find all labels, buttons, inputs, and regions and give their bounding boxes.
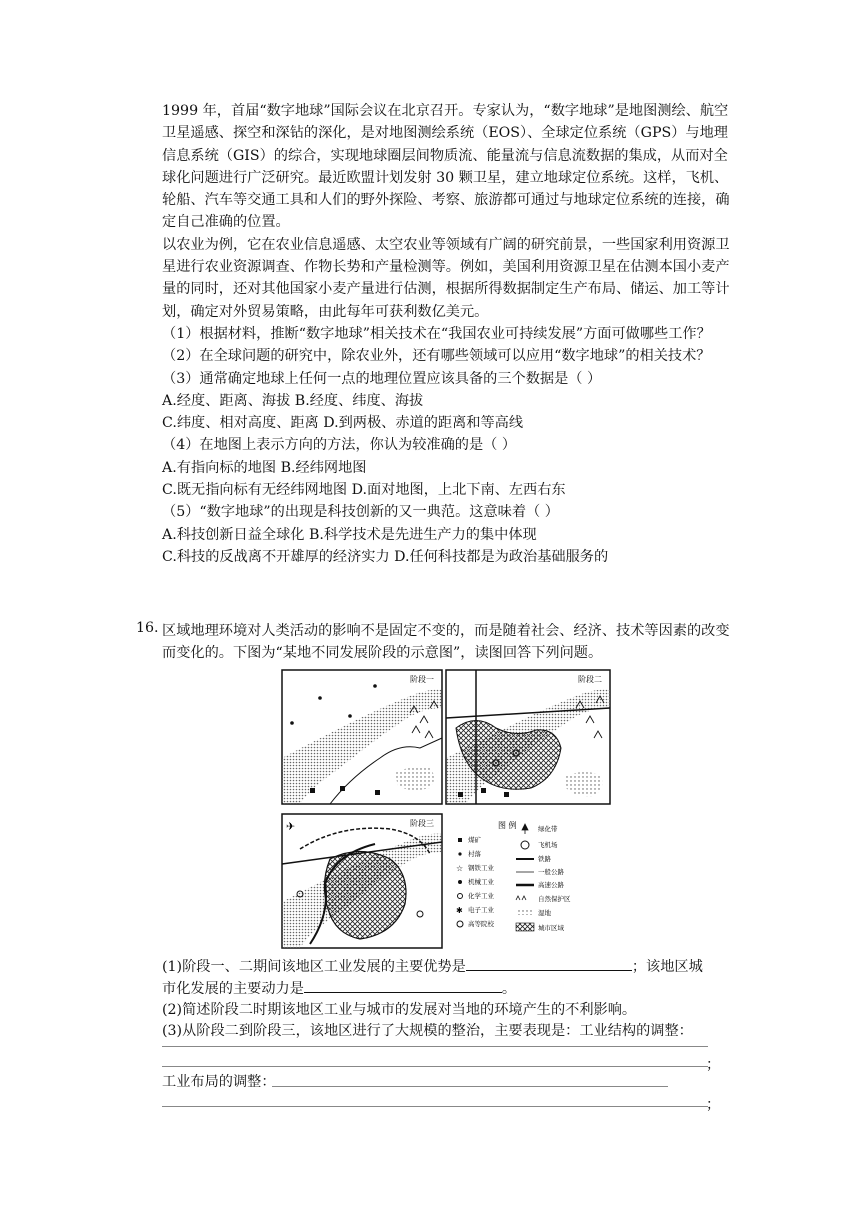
legend-item: 铁路	[538, 855, 551, 863]
stage1-village	[373, 684, 377, 688]
village-icon	[458, 852, 461, 855]
map-legend	[456, 820, 571, 932]
legend-item: 一般公路	[538, 868, 564, 876]
semicolon-2: ；	[706, 1097, 721, 1113]
q16-layout-label-row	[162, 1072, 742, 1093]
q15-sub5-options-cd: C.科技的反战离不开雄厚的经济实力 D.任何科技都是为政治基础服务的	[162, 548, 609, 565]
legend-item: 化学工业	[468, 892, 494, 900]
stage3-map	[282, 814, 442, 948]
answer-line-layout-1[interactable]	[272, 1086, 668, 1087]
q16-sub1-text-d: 。	[501, 981, 517, 997]
q16-sub1-line1	[162, 956, 742, 978]
legend-item: 湿地	[538, 909, 551, 917]
answer-blank-advantage[interactable]	[466, 956, 632, 971]
answer-blank-driving-force[interactable]	[304, 978, 502, 993]
q16-sub1-text-a: (1)阶段一、二期间该地区工业发展的主要优势是	[162, 959, 466, 975]
q15-sub5: （5）“数字地球”的出现是科技创新的又一典范。这意味着（ ）	[162, 504, 559, 521]
q16-stem	[162, 620, 732, 665]
answer-line-structure-2[interactable]	[162, 1066, 708, 1067]
legend-item: 煤矿	[468, 836, 481, 844]
passage	[162, 100, 732, 568]
q16-number: 16.	[136, 620, 159, 636]
legend-item: 自然保护区	[538, 895, 571, 903]
q16-layout-label: 工业布局的调整：	[162, 1074, 276, 1090]
q15-sub1: （1）根据材料，推断“数字地球”相关技术在“我国农业可持续发展”方面可做哪些工作？	[162, 325, 711, 342]
q15-sub3: （3）通常确定地球上任何一点的地理位置应该具备的三个数据是（ ）	[162, 370, 602, 387]
q16-sub1-text-b: ；该地区城	[631, 959, 703, 975]
stage1-coal-mine	[375, 790, 380, 795]
passage-paragraph-1: 1999 年，首届“数字地球”国际会议在北京召开。专家认为，“数字地球”是地图测绘、航空卫星遥感、探空和深钻的深化，是对地图测绘系统（EOS）、全球定位系统（GPS）与地理信息系统（GIS）的综合，实现地球圈层间物质流、能量流与信息流数据的集成，从而对全球化问题进行广泛研究。最近欧盟计划发射 30 颗卫星，建立地球定位系统。这样，飞机、轮船、汽车等交通工具和人们的野外探险、考察、旅游都可通过与地球定位系统的连接，确定自己准确的位置。	[162, 103, 730, 231]
electronics-industry-icon: ✱	[456, 906, 463, 915]
legend-item: 钢铁工业	[468, 864, 494, 872]
q16-sub1-text-c: 市化发展的主要动力是	[162, 981, 304, 997]
stage2-coal-mine	[504, 792, 509, 797]
answer-line-layout-2[interactable]	[162, 1106, 708, 1107]
stage2-label: 阶段二	[578, 675, 602, 684]
stage3-label: 阶段三	[410, 819, 434, 828]
q15-sub4-options-ab: A.有指向标的地图 B.经纬网地图	[162, 459, 367, 476]
q16-sub1-line2	[162, 978, 742, 1000]
nature-reserve-icon	[516, 896, 526, 900]
stage2-coal-mine	[458, 792, 463, 797]
stage2-coal-mine	[481, 788, 486, 793]
stage3-airport-icon: ✈	[286, 820, 296, 833]
q15-sub2: （2）在全球问题的研究中，除农业外，还有哪些领域可以应用“数字地球”的相关技术？	[162, 348, 711, 365]
stage1-map	[282, 670, 442, 804]
legend-item: 电子工业	[468, 906, 494, 914]
stage1-village	[318, 696, 322, 700]
stage1-label: 阶段一	[410, 675, 434, 684]
legend-item: 绿化带	[538, 825, 558, 833]
q15-sub4: （4）在地图上表示方向的方法，你认为较准确的是（ ）	[162, 437, 517, 454]
greenbelt-icon	[522, 824, 528, 834]
q15-sub3-options-cd: C.纬度、相对高度、距离 D.到两极、赤道的距离和等高线	[162, 415, 524, 432]
coal-mine-icon	[458, 838, 462, 842]
machinery-industry-icon	[458, 880, 462, 884]
legend-item: 飞机场	[538, 841, 558, 849]
q16-sub1	[162, 956, 742, 1042]
airport-icon	[521, 841, 529, 849]
chemical-industry-icon	[458, 894, 463, 899]
steel-industry-icon: ☆	[456, 864, 464, 873]
q15-sub3-options-ab: A.经度、距离、海拔 B.经度、纬度、海拔	[162, 392, 424, 409]
stage1-village	[290, 721, 294, 725]
stage-maps-figure	[280, 668, 616, 950]
q16-sub3: (3)从阶段二到阶段三，该地区进行了大规模的整治，主要表现是：工业结构的调整：	[162, 1023, 693, 1039]
q15-sub5-options-ab: A.科技创新日益全球化 B.科学技术是先进生产力的集中体现	[162, 526, 537, 543]
legend-item: 机械工业	[468, 878, 494, 886]
q16-sub2: (2)简述阶段二时期该地区工业与城市的发展对当地的环境产生的不利影响。	[162, 1002, 637, 1018]
stage1-coal-mine	[340, 786, 345, 791]
semicolon-1: ；	[706, 1057, 721, 1073]
legend-item: 村落	[468, 850, 481, 858]
legend-item: 高等院校	[468, 920, 494, 928]
answer-line-structure-1[interactable]	[162, 1046, 708, 1047]
urban-area-icon	[516, 923, 534, 931]
stage1-village	[348, 714, 352, 718]
university-icon	[457, 921, 463, 927]
q16-stem-text: 区域地理环境对人类活动的影响不是固定不变的，而是随着社会、经济、技术等因素的改变而变化的。下图为“某地不同发展阶段的示意图”，读图回答下列问题。	[162, 623, 730, 662]
stage1-coal-mine	[310, 788, 315, 793]
stage2-map	[446, 670, 610, 804]
legend-title: 图 例	[498, 821, 517, 830]
legend-item: 高速公路	[538, 881, 564, 889]
legend-item: 城市区域	[538, 924, 564, 932]
q15-sub4-options-cd: C.既无指向标有无经纬网地图 D.面对地图，上北下南、左西右东	[162, 482, 566, 499]
wetland-icon	[516, 910, 534, 915]
passage-paragraph-2: 以农业为例，它在农业信息遥感、太空农业等领域有广阔的研究前景，一些国家利用资源卫星进行农业资源调查、作物长势和产量检测等。例如，美国利用资源卫星在估测本国小麦产量的同时，还对其他国家小麦产量进行估测，根据所得数据制定生产布局、储运、加工等计划，确定对外贸易策略，由此每年可获利数亿美元。	[162, 236, 730, 320]
